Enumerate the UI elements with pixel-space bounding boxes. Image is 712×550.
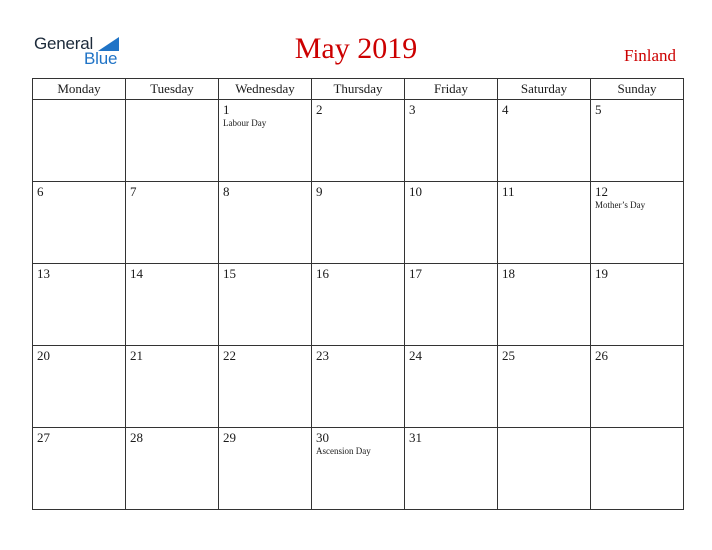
day-cell [405, 182, 498, 264]
day-number: 24 [409, 348, 422, 363]
day-cell [126, 264, 219, 346]
day-cell [405, 100, 498, 182]
day-number: 6 [37, 184, 44, 199]
day-cell [591, 264, 684, 346]
day-cell [126, 428, 219, 510]
day-number: 22 [223, 348, 236, 363]
day-cell [126, 346, 219, 428]
day-cell [591, 428, 684, 510]
day-cell [126, 100, 219, 182]
day-cell [498, 346, 591, 428]
week-row [33, 264, 684, 346]
weekday-monday: Monday [33, 79, 126, 100]
day-cell [219, 264, 312, 346]
day-number: 3 [409, 102, 416, 117]
day-cell [591, 182, 684, 264]
day-cell [33, 100, 126, 182]
day-cell [219, 346, 312, 428]
day-number: 19 [595, 266, 608, 281]
calendar-grid [32, 78, 684, 510]
day-cell [312, 182, 405, 264]
day-number: 18 [502, 266, 515, 281]
weekday-friday: Friday [405, 79, 498, 100]
holiday-label: Mother’s Day [595, 200, 646, 210]
day-number: 10 [409, 184, 422, 199]
day-number: 2 [316, 102, 323, 117]
day-cell [498, 100, 591, 182]
calendar-title: May 2019 [294, 32, 418, 65]
day-cell [591, 346, 684, 428]
day-number: 1 [223, 102, 230, 117]
day-cell [312, 428, 405, 510]
holiday-label: Ascension Day [316, 446, 371, 456]
day-number: 16 [316, 266, 329, 281]
day-cell [498, 428, 591, 510]
holiday-label: Labour Day [223, 118, 267, 128]
day-number: 13 [37, 266, 50, 281]
week-row [33, 346, 684, 428]
day-number: 28 [130, 430, 143, 445]
week-row [33, 182, 684, 264]
weekday-wednesday: Wednesday [219, 79, 312, 100]
logo-word-blue: Blue [84, 49, 118, 68]
country-label: Finland [624, 46, 676, 65]
day-cell [33, 428, 126, 510]
day-cell [405, 264, 498, 346]
day-cell [219, 182, 312, 264]
day-number: 29 [223, 430, 236, 445]
day-cell [312, 346, 405, 428]
day-cell [126, 182, 219, 264]
day-cell [498, 182, 591, 264]
weekday-thursday: Thursday [312, 79, 405, 100]
weekday-tuesday: Tuesday [126, 79, 219, 100]
weekday-header-row [33, 79, 684, 100]
weekday-saturday: Saturday [498, 79, 591, 100]
day-number: 21 [130, 348, 143, 363]
day-number: 25 [502, 348, 515, 363]
day-cell [405, 346, 498, 428]
day-number: 5 [595, 102, 602, 117]
week-row [33, 100, 684, 182]
day-number: 12 [595, 184, 608, 199]
logo-word-general: General [34, 34, 94, 53]
day-cell [405, 428, 498, 510]
day-cell [33, 182, 126, 264]
week-row [33, 428, 684, 510]
day-number: 14 [130, 266, 143, 281]
day-cell [498, 264, 591, 346]
day-number: 9 [316, 184, 323, 199]
weekday-sunday: Sunday [591, 79, 684, 100]
day-number: 15 [223, 266, 236, 281]
day-number: 17 [409, 266, 422, 281]
day-number: 31 [409, 430, 422, 445]
day-number: 23 [316, 348, 329, 363]
day-number: 20 [37, 348, 50, 363]
day-cell [33, 264, 126, 346]
day-cell [312, 100, 405, 182]
day-cell [219, 428, 312, 510]
day-cell [33, 346, 126, 428]
day-cell [312, 264, 405, 346]
day-number: 11 [502, 184, 515, 199]
day-number: 27 [37, 430, 50, 445]
day-number: 8 [223, 184, 230, 199]
day-number: 7 [130, 184, 137, 199]
day-number: 30 [316, 430, 329, 445]
day-number: 26 [595, 348, 608, 363]
day-number: 4 [502, 102, 509, 117]
day-cell [219, 100, 312, 182]
day-cell [591, 100, 684, 182]
